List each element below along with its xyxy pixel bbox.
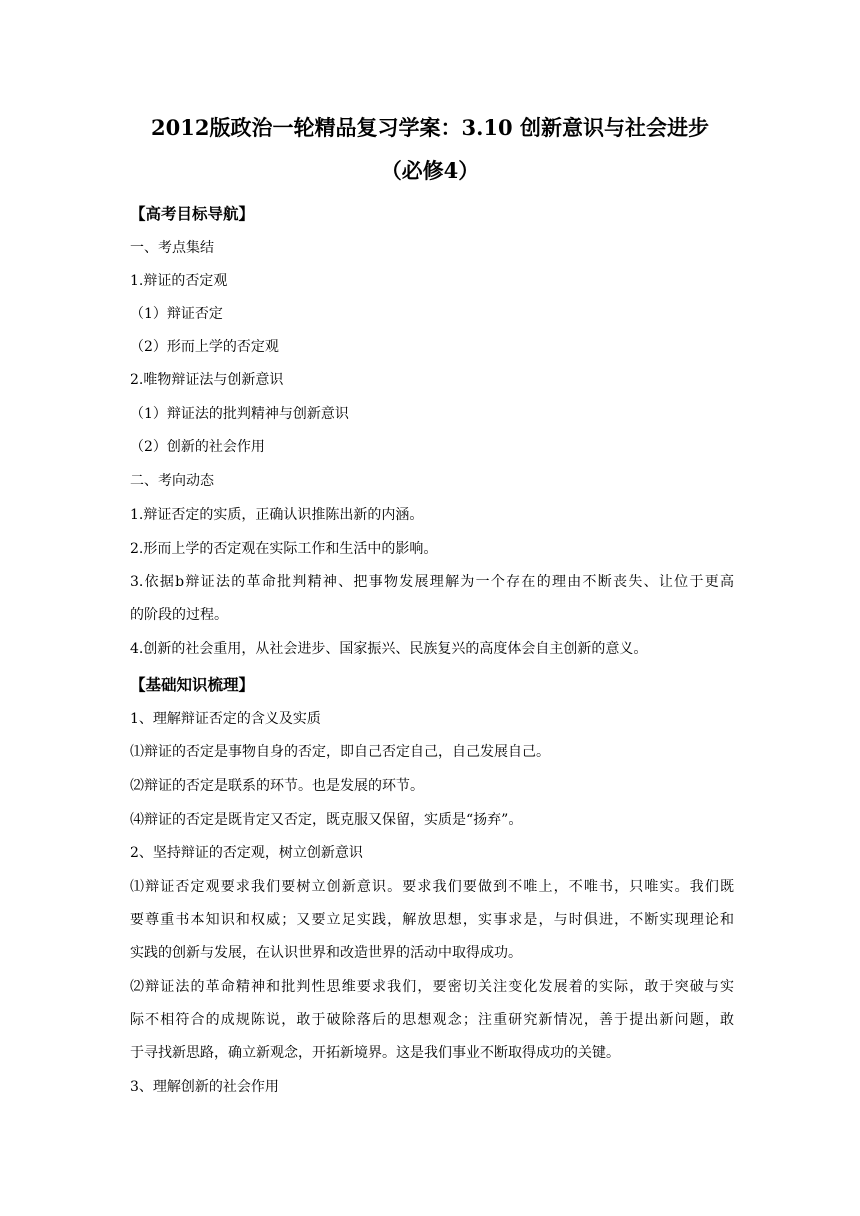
point-1-item-b: ⑵辩证的否定是联系的环节。也是发展的环节。 — [130, 778, 424, 794]
subitem-critical-spirit: （1）辩证法的批判精神与创新意识 — [130, 406, 349, 422]
subitem-dialectical-negation: （1）辩证否定 — [130, 306, 223, 322]
item-dialectical-negation-view: 1.辩证的否定观 — [130, 273, 228, 289]
point-3-heading: 3、理解创新的社会作用 — [130, 1079, 279, 1095]
point-2-item-b-line-3: 于寻找新思路，确立新观念，开拓新境界。这是我们事业不断取得成功的关键。 — [130, 1045, 620, 1061]
point-2-item-a-line-1: ⑴辩证否定观要求我们要树立创新意识。要求我们要做到不唯上，不唯书，只唯实。我们既 — [130, 879, 734, 895]
trend-item-4: 4.创新的社会重用，从社会进步、国家振兴、民族复兴的高度体会自主创新的意义。 — [130, 641, 648, 657]
section-heading-exam-goals: 【高考目标导航】 — [130, 204, 255, 223]
point-2-heading: 2、坚持辩证的否定观，树立创新意识 — [130, 845, 363, 861]
point-1-item-c: ⑷辩证的否定是既肯定又否定，既克服又保留，实质是“扬弃”。 — [130, 812, 523, 828]
point-2-item-b-line-2: 际不相符合的成规陈说，敢于破除落后的思想观念；注重研究新情况，善于提出新问题，敢 — [130, 1012, 734, 1028]
subitem-metaphysical-negation: （2）形而上学的否定观 — [130, 339, 279, 355]
document-title-line-1: 2012版政治一轮精品复习学案：3.10 创新意识与社会进步 — [151, 115, 709, 140]
trend-item-2: 2.形而上学的否定观在实际工作和生活中的影响。 — [130, 541, 438, 557]
trend-item-3-line-1: 3.依据b辩证法的革命批判精神、把事物发展理解为一个存在的理由不断丧失、让位于更高 — [130, 574, 734, 590]
point-2-item-a-line-3: 实践的创新与发展，在认识世界和改造世界的活动中取得成功。 — [130, 945, 522, 961]
point-2-item-a-line-2: 要尊重书本知识和权威；又要立足实践，解放思想，实事求是，与时俱进，不断实现理论和 — [130, 912, 734, 928]
trend-item-3-line-2: 的阶段的过程。 — [130, 607, 228, 623]
point-1-item-a: ⑴辩证的否定是事物自身的否定，即自己否定自己，自己发展自己。 — [130, 744, 550, 760]
subitem-social-role-of-innovation: （2）创新的社会作用 — [130, 439, 265, 455]
part-heading-key-points: 一、考点集结 — [130, 240, 214, 256]
document-title-line-2: （必修4） — [380, 158, 480, 183]
item-materialist-dialectics: 2.唯物辩证法与创新意识 — [130, 372, 284, 388]
point-2-item-b-line-1: ⑵辩证法的革命精神和批判性思维要求我们，要密切关注变化发展着的实际，敢于突破与实 — [130, 979, 734, 995]
trend-item-1: 1.辩证否定的实质，正确认识推陈出新的内涵。 — [130, 507, 424, 523]
section-heading-basic-knowledge: 【基础知识梳理】 — [130, 675, 255, 694]
part-heading-exam-trends: 二、考向动态 — [130, 473, 214, 489]
point-1-heading: 1、理解辩证否定的含义及实质 — [130, 711, 321, 727]
